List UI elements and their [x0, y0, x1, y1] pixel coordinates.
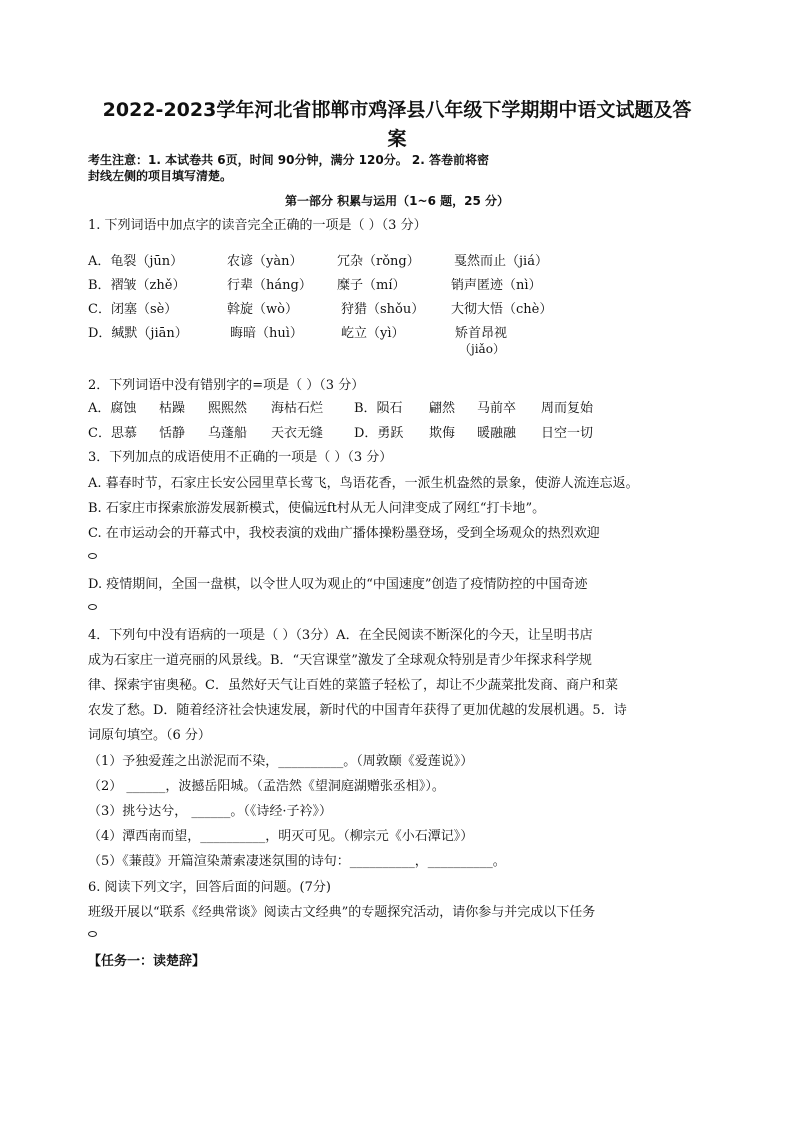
notice-line-1: 考生注意：1. 本试卷共 6页，时间 90分钟，满分 120分。 2. 答卷前将密	[88, 153, 489, 167]
q5-item-3: （3）挑兮达兮， ______。（《诗经·子衿》）	[88, 804, 333, 819]
q1-a-4: 戛然而止（jiá）	[454, 254, 548, 269]
q1-c-3: 狩猎（shǒu）	[341, 302, 425, 317]
q1-b-2: 行辈（háng）	[227, 278, 312, 293]
q2-r2-8: 日空一切	[541, 426, 594, 441]
notice-line-2: 封线左侧的项目填写清楚。	[88, 169, 233, 183]
q1-d-1: D．缄默（jiān）	[88, 326, 188, 341]
q2-r1-4: 海枯石烂	[271, 401, 324, 416]
q1-b-3: 糜子（mí）	[337, 278, 406, 293]
q2-r1-5: B．陨石	[354, 401, 403, 416]
q4-line-1: 4．下列句中没有语病的一项是（ ）（3分）A．在全民阅读不断深化的今天，让呈明书店	[88, 628, 593, 643]
q5-item-4: （4）潭西南而望，__________，明灭可见。（柳宗元《小石潭记》）	[88, 829, 474, 844]
title-line-2: 案	[387, 128, 407, 150]
q5-item-5: （5）《蒹葭》开篇渲染萧索凄迷氛围的诗句：__________，__________。	[88, 854, 506, 869]
q2-stem: 2．下列词语中没有错别字的=项是（ ）（3 分）	[88, 378, 365, 393]
q1-a-3: 冗杂（rǒng）	[337, 254, 420, 269]
q5-item-2: （2） ______，波撼岳阳城。（孟浩然《望洞庭湖赠张丞相》）。	[88, 779, 445, 794]
q2-r1-8: 周而复始	[541, 401, 594, 416]
q2-r1-7: 马前卒	[477, 401, 517, 416]
section-heading: 第一部分 积累与运用（1~6 题，25 分）	[285, 194, 509, 208]
q1-stem: 1. 下列词语中加点字的读音完全正确的一项是（ ）（3 分）	[88, 218, 427, 233]
q2-r1-3: 熙熙然	[208, 401, 248, 416]
q3-c-continuation-mark	[88, 553, 97, 559]
q1-d-4: 矫首昂视	[455, 326, 508, 341]
q6-body: 班级开展以“联系《经典常谈》阅读古文经典”的专题探究活动，请你参与并完成以下任务	[88, 905, 596, 920]
q6-continuation-mark	[88, 931, 97, 937]
q1-b-1: B．褶皱（zhě）	[88, 278, 186, 293]
q3-d-continuation-mark	[88, 604, 97, 610]
q1-d-3: 屹立（yì）	[341, 326, 405, 341]
q2-r1-2: 枯躁	[159, 401, 186, 416]
q2-r2-5: D．勇跃	[354, 426, 404, 441]
q3-option-a: A. 暮春时节，石家庄长安公园里草长莺飞，鸟语花香，一派生机盎然的景象，使游人流连忘返。	[88, 476, 639, 491]
q1-d-pinyin: （jiǎo）	[459, 342, 505, 356]
q1-c-4: 大彻大悟（chè）	[451, 302, 553, 317]
q2-r2-1: C．思慕	[88, 426, 137, 441]
q2-r2-4: 天衣无缝	[271, 426, 324, 441]
q2-r2-6: 欺侮	[429, 426, 456, 441]
q1-c-1: C．闭塞（sè）	[88, 302, 178, 317]
task-1-heading: 【任务一：读楚辞】	[88, 954, 206, 969]
q1-a-2: 农谚（yàn）	[227, 254, 303, 269]
q2-r1-1: A．腐蚀	[88, 401, 137, 416]
q1-a-1: A．龟裂（jūn）	[88, 254, 184, 269]
q1-c-2: 斡旋（wò）	[227, 302, 298, 317]
q2-r1-6: 翩然	[429, 401, 456, 416]
q6-stem: 6. 阅读下列文字，回答后面的问题。(7分)	[88, 880, 331, 895]
q5-item-1: （1）予独爱莲之出淤泥而不染，__________。（周敦颐《爱莲说》）	[88, 754, 474, 769]
q4-line-2: 成为石家庄一道亮丽的风景线。B．“天宫课堂”激发了全球观众特别是青少年探求科学规	[88, 653, 592, 668]
q2-r2-7: 暖融融	[477, 426, 517, 441]
q1-b-4: 销声匿迹（nì）	[451, 278, 542, 293]
q4-line-5: 词原句填空。（6 分）	[88, 728, 211, 743]
q3-option-c: C. 在市运动会的开幕式中，我校表演的戏曲广播体操粉墨登场，受到全场观众的热烈欢迎	[88, 526, 600, 541]
q2-r2-3: 乌蓬船	[208, 426, 248, 441]
q3-option-b: B. 石家庄市探索旅游发展新模式，使偏远ft村从无人问津变成了网红“打卡地”。	[88, 501, 546, 516]
q3-option-d: D. 疫情期间，全国一盘棋，以令世人叹为观止的“中国速度”创造了疫情防控的中国奇迹	[88, 577, 588, 592]
q4-line-3: 律、探索宇宙奥秘。C．虽然好天气让百姓的菜篮子轻松了，却让不少蔬菜批发商、商户和菜	[88, 678, 618, 693]
q3-stem: 3．下列加点的成语使用不正确的一项是（ ）（3 分）	[88, 450, 393, 465]
q4-line-4: 农发了愁。D．随着经济社会快速发展，新时代的中国青年获得了更加优越的发展机遇。5．诗	[88, 703, 627, 718]
q1-d-2: 晦暗（huì）	[230, 326, 303, 341]
q2-r2-2: 恬静	[159, 426, 186, 441]
document-title	[60, 96, 734, 154]
exam-notice	[88, 152, 558, 184]
title-line-1: 2022-2023学年河北省邯郸市鸡泽县八年级下学期期中语文试题及答	[102, 99, 692, 121]
